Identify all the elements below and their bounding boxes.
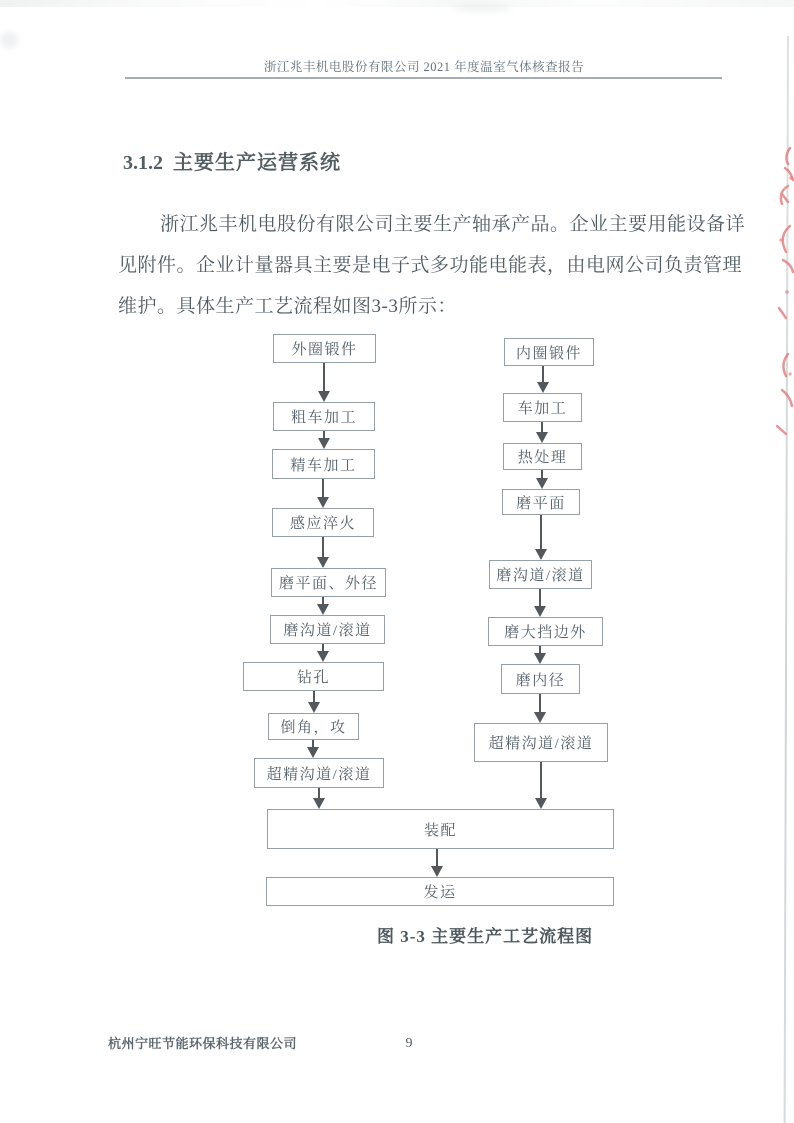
flow-arrow-head [536,478,548,489]
flow-arrow-stem [540,515,543,551]
flow-node-shipping: 发运 [266,877,614,906]
flow-node-outer-forging: 外圈锻件 [273,334,376,363]
flow-node-drilling: 钻孔 [243,662,384,691]
flow-arrow-head [307,747,319,758]
flow-node-grind-groove-l: 磨沟道/滚道 [270,615,385,644]
flow-node-heat-treatment: 热处理 [503,443,582,470]
flow-arrow-head [317,497,329,508]
flow-node-fine-turning: 精车加工 [272,449,375,479]
flow-arrow-stem [539,694,542,714]
flow-arrow-stem [322,479,325,499]
flow-arrow-head [431,866,443,877]
flow-arrow-head [537,382,549,393]
flow-node-assembly: 装配 [267,809,614,849]
section-title: 主要生产运营系统 [173,152,341,174]
paragraph-line: 浙江兆丰机电股份有限公司主要生产轴承产品。企业主要用能设备详 [160,214,746,235]
section-number: 3.1.2 [123,152,163,174]
flow-arrow-head [318,438,330,449]
flow-arrow-stem [322,537,325,559]
flow-arrow-head [534,653,546,664]
flow-node-rough-turning: 粗车加工 [273,402,375,431]
flow-node-grind-face: 磨平面 [502,489,580,515]
paragraph-line: 见附件。企业计量器具主要是电子式多功能电能表，由电网公司负责管理 [118,255,743,276]
flow-node-superfinish-r: 超精沟道/滚道 [474,723,608,762]
flow-node-grind-face-od: 磨平面、外径 [271,568,386,597]
flow-arrow-stem [540,762,543,800]
flow-node-grind-bore: 磨内径 [501,664,580,694]
flow-node-turning: 车加工 [503,393,582,422]
flow-node-inner-forging: 内圈锻件 [504,338,594,366]
page-number: 9 [405,1036,413,1051]
flow-arrow-head [534,712,546,723]
page-header-title: 浙江兆丰机电股份有限公司 2021 年度温室气体核查报告 [263,60,585,74]
flow-arrow-stem [323,363,326,393]
flow-node-grind-groove-r: 磨沟道/滚道 [489,560,592,589]
flow-arrow-head [313,798,325,809]
flow-arrow-head [317,557,329,568]
flow-arrow-head [535,549,547,560]
flow-node-chamfer-tap: 倒角，攻 [268,713,359,740]
flow-arrow-head [317,604,329,615]
flow-node-induction-quench: 感应淬火 [272,508,374,537]
paragraph-line: 维护。具体生产工艺流程如图3-3所示： [118,296,457,317]
flow-arrow-head [317,651,329,662]
footer-company: 杭州宁旺节能环保科技有限公司 [108,1036,298,1051]
flow-arrow-head [535,798,547,809]
flow-node-superfinish-l: 超精沟道/滚道 [254,758,384,788]
flow-node-grind-flange: 磨大挡边外 [488,617,603,646]
flow-arrow-head [308,702,320,713]
flow-arrow-head [534,606,546,617]
flow-arrow-head [318,391,330,402]
flow-arrow-head [536,432,548,443]
figure-caption: 图 3-3 主要生产工艺流程图 [377,927,594,946]
